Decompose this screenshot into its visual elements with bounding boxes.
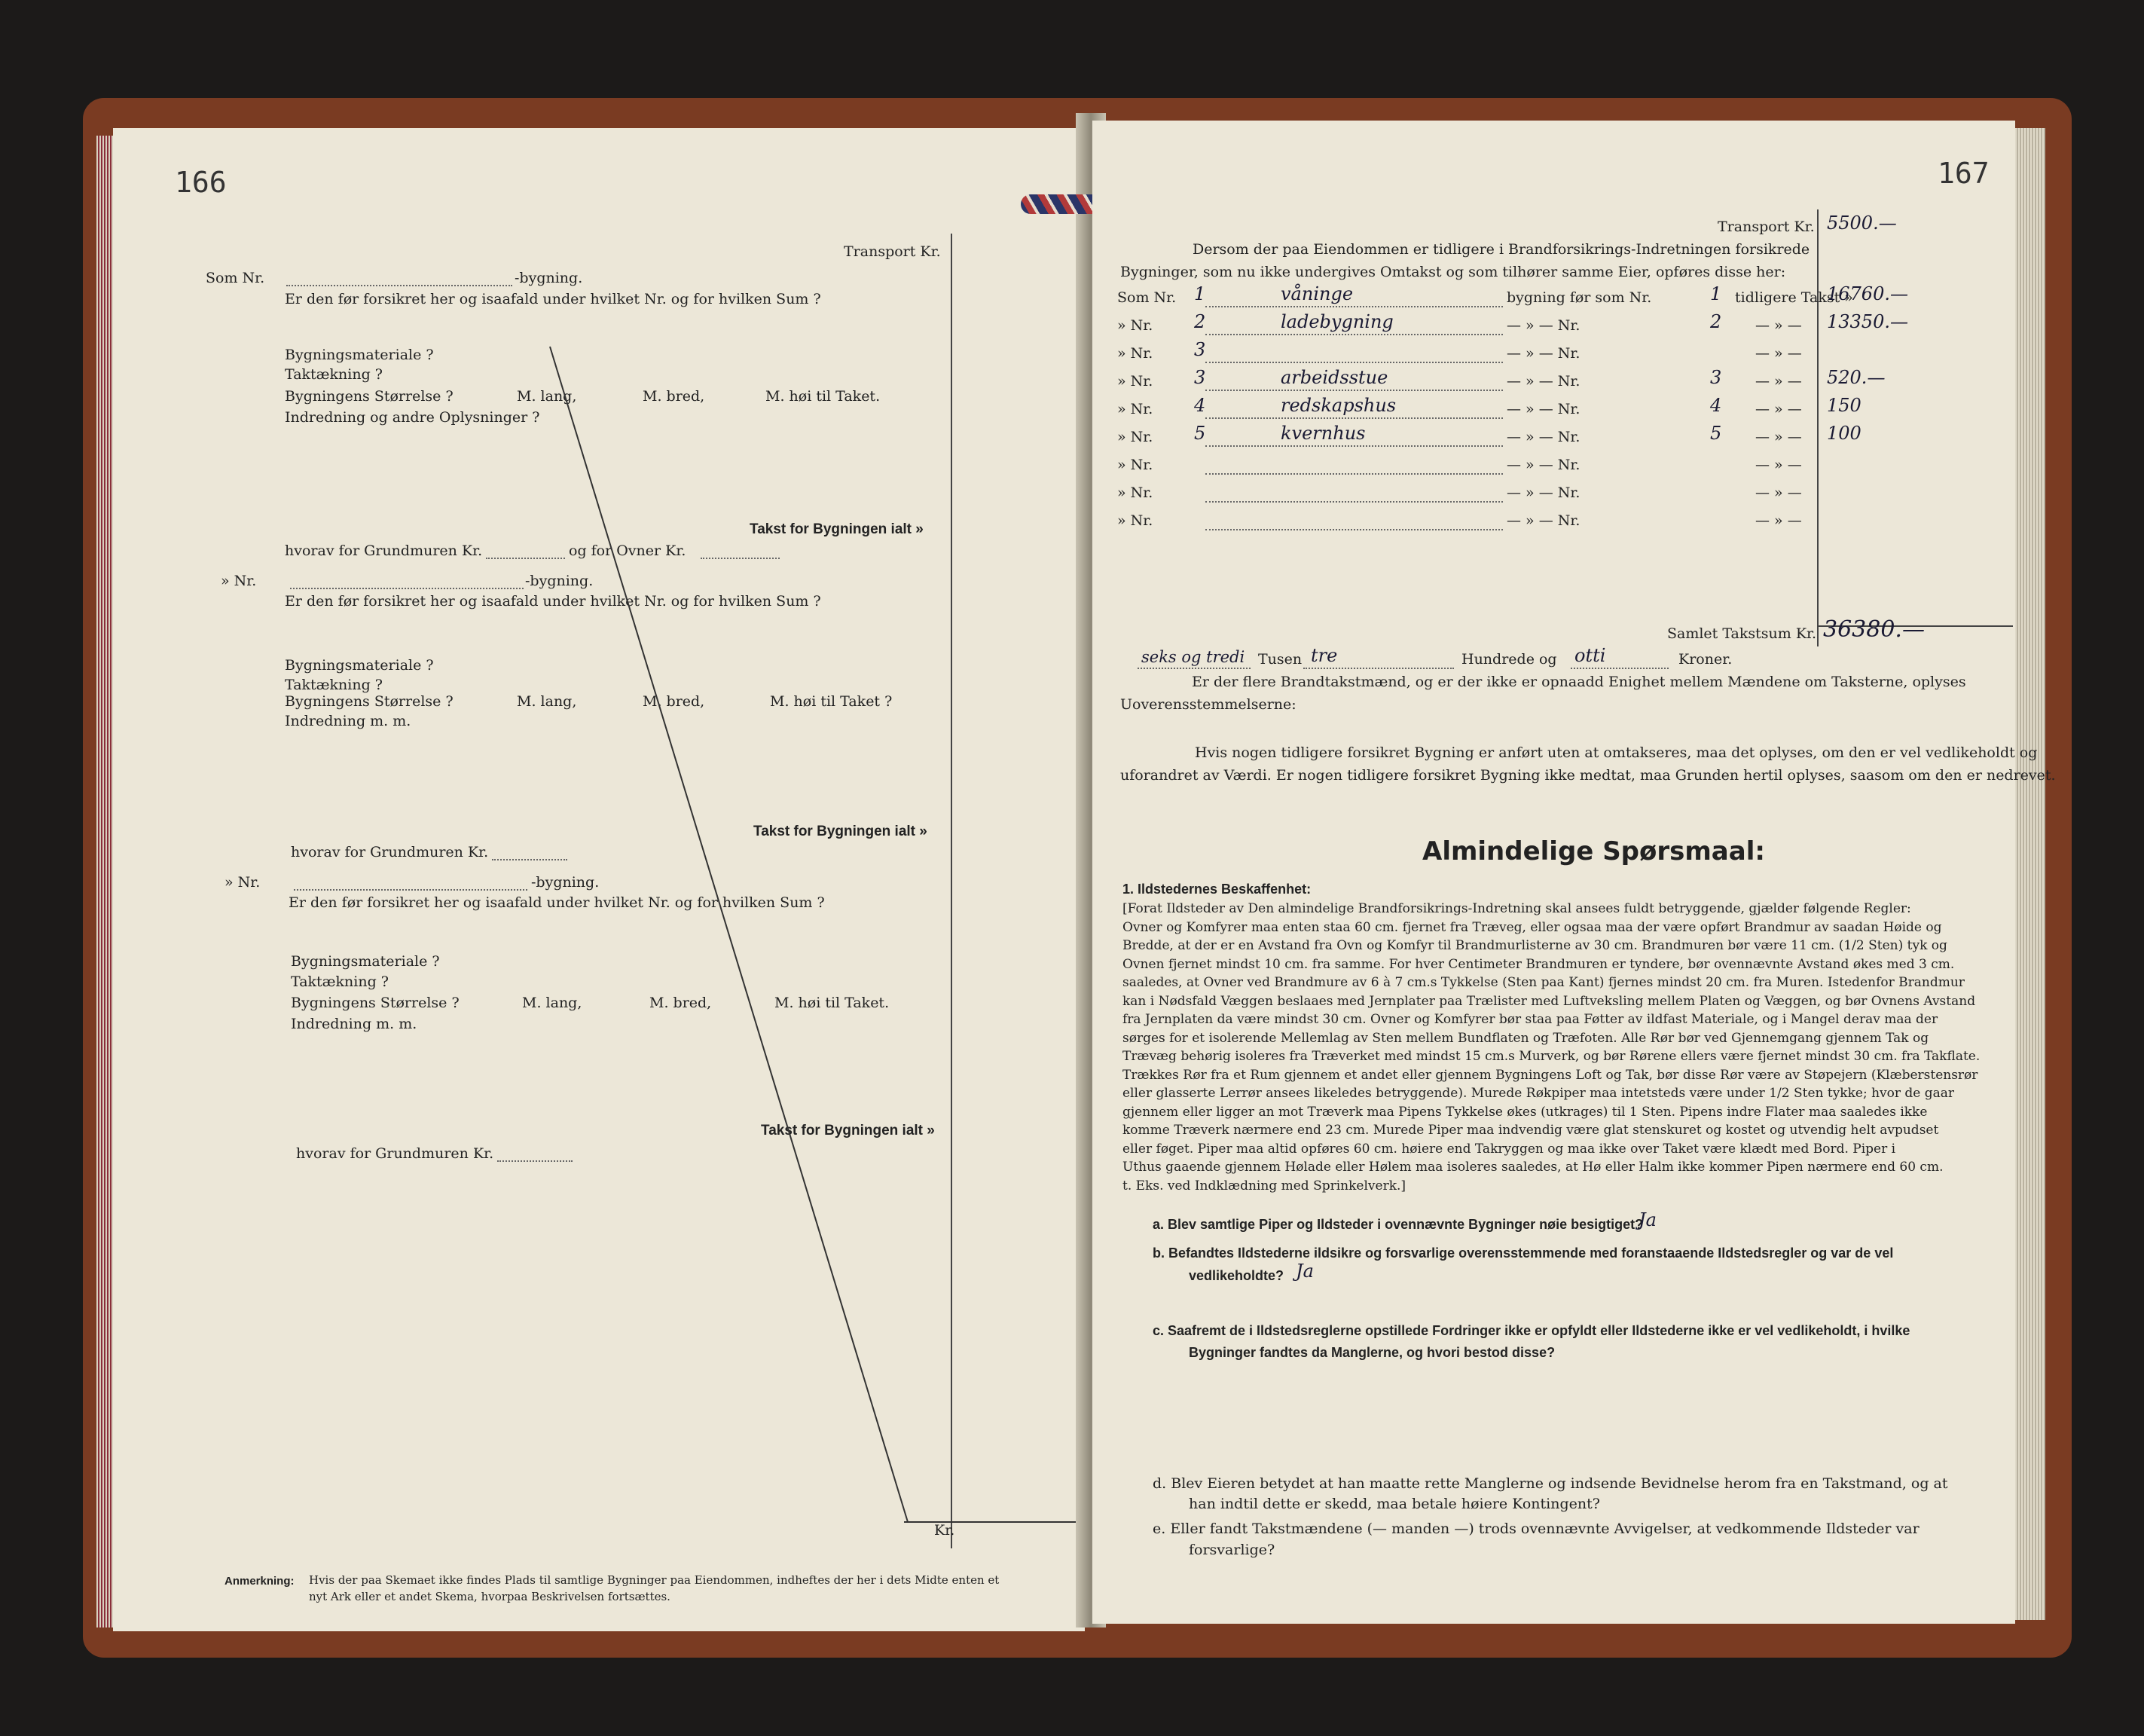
right-transport-label: Transport Kr. [1718,219,1815,235]
q1-line: fra Jernplaten da være mindst 30 cm. Ovner og Komfyrer bør staa paa Føtter av ildfast Materiale, og i Mangel derav maa der [1122,1012,1938,1027]
samlet-label: Samlet Takstsum Kr. [1667,625,1817,642]
row-name: ladebygning [1281,311,1394,332]
block1-bred: M. bred, [643,388,705,405]
row-name: redskapshus [1281,395,1397,416]
row-suffix: — » — Nr. [1507,484,1581,501]
q1-line: Ovner og Komfyrer maa enten staa 60 cm. fjernet fra Træveg, eller ogsaa maa der være opført Brandmur av saadan Høide og [1122,919,1942,935]
block2-hvorav: hvorav for Grundmuren Kr. [291,844,489,860]
qb-line2: vedlikeholdte? [1189,1268,1284,1283]
block1-bygning: -bygning. [515,270,583,286]
block3-material: Bygningsmateriale ? [291,953,440,970]
flere-line1: Er der flere Brandtakstmænd, og er der ikke er opnaadd Enighet mellem Mændene om Taksterne, oplyses [1192,674,1966,690]
almindelige-heading: Almindelige Spørsmaal: [1422,836,1765,866]
row-tidl: tidligere Takst » [1735,289,1853,306]
block1-question: Er den før forsikret her og isaafald under hvilket Nr. og for hvilken Sum ? [285,291,821,307]
anmerkning-label: Anmerkning: [224,1575,295,1588]
flere-line2: Uoverensstemmelserne: [1120,696,1296,713]
row-dotted-line [1205,417,1503,419]
block2-lang: M. lang, [517,693,577,710]
row-prefix: » Nr. [1117,484,1153,501]
qa-answer: Ja [1639,1209,1657,1230]
row-nr: 3 [1194,339,1206,360]
block2-indredning: Indredning m. m. [285,713,411,729]
qb-line1: b. Befandtes Ildstederne ildsikre og forsvarlige overensstemmende med foranstaaende Ildstedsregler og var de vel [1153,1245,1894,1261]
hundrede-label: Hundrede og [1461,651,1557,668]
q1-line: eller glasserte Lerrør ansees likeledes betryggende). Murede Røkpiper maa intetsteds være under 1/2 Sten tykke; hvor de gaar [1122,1086,1955,1101]
block3-question: Er den før forsikret her og isaafald under hvilket Nr. og for hvilken Sum ? [289,894,825,911]
q1-line: gjennem eller ligger an mot Træverk maa Pipens Tykkelse økes (utkrages) til 1 Sten. Pipens indre Flater maa saaledes ikke [1122,1104,1928,1120]
q1-line: t. Eks. ved Indklædning med Sprinkelverk.] [1122,1178,1406,1194]
words-line1 [1138,668,1251,669]
samlet-value: 36380.— [1823,616,1925,643]
q1-line: saaledes, at Ovner ved Brandmure av 6 à 7 cm.s Tykkelse (Sten paa Kant) fjernes mindst 20 cm. fra Muren. Istedenfor Brandmur [1122,975,1965,990]
left-total-kr: Kr. [934,1522,955,1539]
anmerkning-line2: nyt Ark eller et andet Skema, hvorpaa Beskrivelsen fortsættes. [309,1590,670,1603]
row-suffix: — » — Nr. [1507,401,1581,417]
q1-line: eller føget. Piper maa altid opføres 60 cm. høiere end Takryggen og maa ikke over Taket være klædt med Bord. Piper i [1122,1141,1896,1157]
row-dotted-line [1205,334,1503,335]
row-tidl: — » — [1755,512,1802,529]
qd-line1: d. Blev Eieren betydet at han maatte rette Manglerne og indsende Bevidnelse herom fra en Takstmand, og at [1153,1475,1948,1492]
row-value: 150 [1827,395,1861,416]
row-value: 520.— [1827,367,1886,388]
block3-tak: Taktækning ? [291,973,389,990]
row-dotted-line [1205,529,1503,530]
row-dotted-line [1205,306,1503,307]
q1-rules-paragraph [1122,900,1981,1195]
kroner-label: Kroner. [1678,651,1733,668]
block3-size: Bygningens Størrelse ? [291,995,460,1011]
block3-indredning: Indredning m. m. [291,1016,417,1032]
row-name: arbeidsstue [1281,367,1388,388]
row-nr: 3 [1194,367,1206,388]
row-nr: 2 [1194,311,1206,332]
row-nr2: 3 [1710,367,1722,388]
row-nr: 4 [1194,395,1206,416]
words-line2 [1303,668,1454,669]
row-prefix: » Nr. [1117,317,1153,334]
block3-nr-label: » Nr. [224,874,261,891]
row-nr2: 4 [1710,395,1722,416]
q1-title: 1. Ildstedernes Beskaffenhet: [1122,882,1312,897]
row-tidl: — » — [1755,484,1802,501]
row-dotted-line [1205,445,1503,447]
row-prefix: » Nr. [1117,429,1153,445]
row-suffix: — » — Nr. [1507,429,1581,445]
block2-bygning: -bygning. [525,573,594,589]
right-intro2: Bygninger, som nu ikke undergives Omtakst og som tilhører samme Eier, opføres disse her: [1120,264,1786,280]
row-tidl: — » — [1755,429,1802,445]
q1-line: [Forat Ildsteder av Den almindelige Brandforsikrings-Indretning skal ansees fuldt betryggende, gjælder følgende Regler: [1122,901,1911,916]
qc-line1: c. Saafremt de i Ildstedsreglerne opstillede Fordringer ikke er opfyldt eller Ildstederne ikke er vel vedlikeholdt, i hvilke [1153,1323,1910,1338]
row-nr2: 2 [1710,311,1722,332]
qd-line2: han indtil dette er skedd, maa betale høiere Kontingent? [1189,1496,1600,1512]
hvis-line1: Hvis nogen tidligere forsikret Bygning er anført uten at omtakseres, maa det oplyses, om den er vel vedlikeholdt og [1195,744,2038,761]
row-prefix: » Nr. [1117,512,1153,529]
block2-size: Bygningens Størrelse ? [285,693,454,710]
q1-line: komme Træverk nærmere end 23 cm. Murede Piper maa indvendig være glat stenskuret og kostet og utvendig helt avpudset [1122,1123,1939,1138]
row-dotted-line [1205,390,1503,391]
row-value: 13350.— [1827,311,1908,332]
row-suffix: — » — Nr. [1507,457,1581,473]
row-suffix: — » — Nr. [1507,317,1581,334]
row-dotted-line [1205,362,1503,363]
block3-bred: M. bred, [649,995,712,1011]
right-transport-value: 5500.— [1827,212,1897,234]
words-hand3: otti [1574,645,1606,666]
block1-indredning: Indredning og andre Oplysninger ? [285,409,540,426]
block3-hvorav: hvorav for Grundmuren Kr. [296,1145,494,1162]
right-amount-column-line [1817,209,1819,646]
left-transport-label: Transport Kr. [844,243,941,260]
row-tidl: — » — [1755,317,1802,334]
block1-lang: M. lang, [517,388,577,405]
row-value: 100 [1827,423,1861,444]
row-nr2: 5 [1710,423,1722,444]
words-line3 [1571,668,1669,669]
row-suffix: bygning før som Nr. [1507,289,1652,306]
row-prefix: » Nr. [1117,401,1153,417]
row-nr2: 1 [1710,283,1722,304]
q1-line: sørges for et isolerende Mellemlag av Sten mellem Bundflaten og Træfoten. Alle Rør bør ved Gjennemgang gjennem Tak og [1122,1030,1929,1046]
words-hand2: tre [1311,645,1338,666]
block1-som-label: Som Nr. [206,270,265,286]
right-intro1: Dersom der paa Eiendommen er tidligere i Brandforsikrings-Indretningen forsikrede [1193,241,1810,258]
block2-nr-label: » Nr. [221,573,257,589]
row-tidl: — » — [1755,373,1802,390]
row-tidl: — » — [1755,401,1802,417]
page-number-right: 167 [1938,157,1990,190]
block3-bygning: -bygning. [531,874,600,891]
row-value: 16760.— [1827,283,1908,304]
block2-bred: M. bred, [643,693,705,710]
tusen-label: Tusen [1258,651,1303,668]
row-tidl: — » — [1755,345,1802,362]
qe-line1: e. Eller fandt Takstmændene (— manden —) trods ovennævnte Avvigelser, at vedkommende Ildsteder var [1153,1521,1920,1537]
q1-line: kan i Nødsfald Væggen beslaaes med Jernplater paa Trælister med Luftveksling mellem Platen og Væggen, og bør Ovnens Avstand [1122,993,1976,1009]
qa-text: a. Blev samtlige Piper og Ildsteder i ovennævnte Bygninger nøie besigtiget? [1153,1217,1644,1232]
anmerkning-line1: Hvis der paa Skemaet ikke findes Plads til samtlige Bygninger paa Eiendommen, indheftes der her i dets Midte enten et [309,1573,1000,1587]
q1-line: Bredde, at der er en Avstand fra Ovn og Komfyr til Brandmurlisterne av 30 cm. Brandmuren bør være 11 cm. (1/2 Sten) tyk og [1122,938,1947,953]
row-name: kvernhus [1281,423,1366,444]
qc-line2: Bygninger fandtes da Manglerne, og hvori bestod disse? [1189,1345,1556,1360]
row-nr: 5 [1194,423,1206,444]
q1-line: Trævæg behørig isoleres fra Træverket med mindst 15 cm.s Murverk, og bør Rørene ellers være fjernet mindst 30 cm. fra Takflate. [1122,1049,1981,1064]
block2-tak: Taktækning ? [285,677,383,693]
row-dotted-line [1205,501,1503,503]
row-suffix: — » — Nr. [1507,373,1581,390]
qb-answer: Ja [1296,1261,1314,1282]
row-prefix: » Nr. [1117,373,1153,390]
hvis-line2: uforandret av Værdi. Er nogen tidligere forsikret Bygning ikke medtat, maa Grunden hertil oplyses, saasom om den er nedrevet. [1120,767,2056,784]
row-prefix: Som Nr. [1117,289,1177,306]
row-dotted-line [1205,473,1503,475]
block2-material: Bygningsmateriale ? [285,657,434,674]
block1-size: Bygningens Størrelse ? [285,388,454,405]
block3-lang: M. lang, [522,995,582,1011]
row-prefix: » Nr. [1117,345,1153,362]
block1-takst: Takst for Bygningen ialt » [750,521,924,537]
qe-line2: forsvarlige? [1189,1542,1275,1558]
q1-line: Uthus gaaende gjennem Hølade eller Hølem maa isoleres saaledes, at Hø eller Halm ikke kommer Pipen nærmere end 60 cm. [1122,1160,1944,1175]
page-number-left: 166 [175,166,227,199]
row-suffix: — » — Nr. [1507,512,1581,529]
row-name: våninge [1281,283,1354,304]
row-nr: 1 [1194,283,1206,304]
block2-question: Er den før forsikret her og isaafald under hvilket Nr. og for hvilken Sum ? [285,593,821,610]
row-suffix: — » — Nr. [1507,345,1581,362]
block1-tak: Taktækning ? [285,366,383,383]
block2-hoi: M. høi til Taket ? [770,693,893,710]
block1-ovner: og for Ovner Kr. [569,542,686,559]
words-hand1: seks og tredi [1141,648,1245,666]
block3-takst: Takst for Bygningen ialt » [761,1123,935,1138]
row-prefix: » Nr. [1117,457,1153,473]
q1-line: Ovnen fjernet mindst 10 cm. fra samme. For hver Centimeter Brandmuren er tyndere, bør ovennævnte Avstand økes med 3 cm. [1122,956,1955,972]
block3-hoi: M. høi til Taket. [774,995,890,1011]
row-tidl: — » — [1755,457,1802,473]
block1-hvorav: hvorav for Grundmuren Kr. [285,542,483,559]
block1-hoi: M. høi til Taket. [765,388,881,405]
block2-takst: Takst for Bygningen ialt » [753,824,927,839]
block1-material: Bygningsmateriale ? [285,347,434,363]
q1-line: Trækkes Rør fra et Rum gjennem et andet eller gjennem Bygningens Loft og Tak, bør disse Rør være av Støpejern (Klæberstensrør [1122,1067,1978,1083]
